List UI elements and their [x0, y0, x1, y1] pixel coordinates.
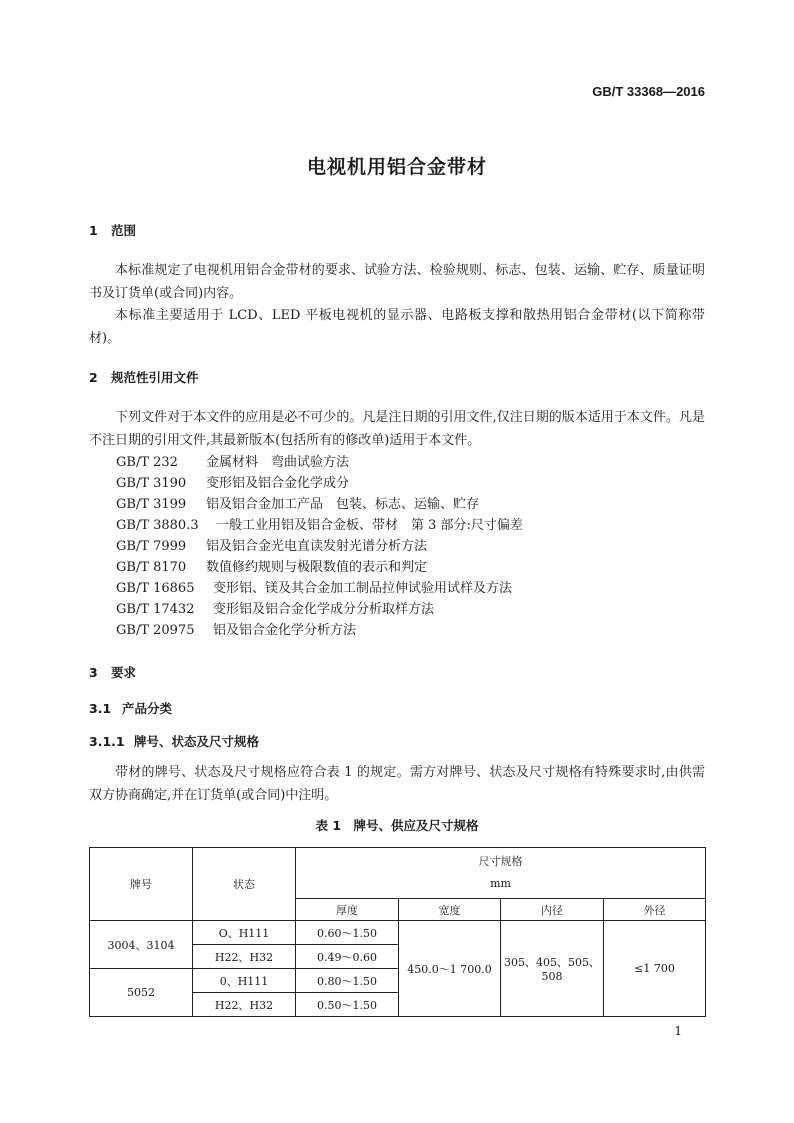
reference-item	[116, 556, 427, 575]
reference-code: GB/T 232	[116, 455, 178, 470]
section-3-heading	[89, 663, 136, 681]
standard-code: GB/T 33368—2016	[592, 84, 705, 99]
requirements-paragraph: 带材的牌号、状态及尺寸规格应符合表 1 的规定。需方对牌号、状态及尺寸规格有特殊要求时,由供需双方协商确定,并在订货单(或合同)中注明。	[89, 765, 705, 803]
reference-item	[116, 535, 427, 554]
section-title: 规范性引用文件	[111, 370, 199, 385]
reference-title: 一般工业用铝及铝合金板、带材 第 3 部分:尺寸偏差	[216, 518, 523, 533]
reference-code: GB/T 16865	[116, 581, 195, 596]
scope-paragraph-1: 本标准规定了电视机用铝合金带材的要求、试验方法、检验规则、标志、包装、运输、贮存、质量证明书及订货单(或合同)内容。	[89, 263, 705, 301]
section-number: 3.1	[89, 701, 112, 716]
reference-item	[116, 493, 479, 512]
reference-code: GB/T 17432	[116, 602, 195, 617]
reference-code: GB/T 3880.3	[116, 518, 199, 533]
grade-cell: 5052	[90, 969, 193, 1017]
section-number: 3.1.1	[89, 734, 125, 749]
section-1-heading	[89, 221, 136, 239]
thickness-cell: 0.49～0.60	[296, 945, 399, 969]
section-number: 1	[89, 223, 98, 238]
width-cell: 450.0～1 700.0	[399, 921, 501, 1017]
header-width: 宽度	[399, 899, 501, 921]
temper-cell: H22、H32	[193, 945, 296, 969]
reference-item	[116, 451, 349, 470]
reference-title: 金属材料 弯曲试验方法	[206, 455, 350, 470]
reference-title: 变形铝及铝合金化学成分	[206, 476, 350, 491]
thickness-cell: 0.50～1.50	[296, 993, 399, 1017]
references-intro-paragraph: 下列文件对于本文件的应用是必不可少的。凡是注日期的引用文件,仅注日期的版本适用于本文件。凡是不注日期的引用文件,其最新版本(包括所有的修改单)适用于本文件。	[89, 410, 705, 448]
header-temper: 状态	[193, 848, 296, 921]
reference-item	[116, 598, 434, 617]
reference-title: 变形铝及铝合金化学成分分析取样方法	[213, 602, 435, 617]
reference-item	[116, 619, 356, 638]
header-outer-diameter: 外径	[604, 899, 706, 921]
scope-paragraph-2: 本标准主要适用于 LCD、LED 平板电视机的显示器、电路板支撑和散热用铝合金带材(以下简称带材)。	[89, 308, 705, 346]
temper-cell: H22、H32	[193, 993, 296, 1017]
table-1-grade-temper-size	[89, 847, 706, 1017]
reference-item	[116, 514, 523, 533]
table-1-caption: 表 1 牌号、供应及尺寸规格	[315, 818, 479, 833]
header-size-spec	[296, 848, 706, 899]
reference-item	[116, 577, 512, 596]
reference-title: 铝及铝合金化学分析方法	[213, 623, 357, 638]
section-title: 范围	[111, 223, 137, 238]
reference-code: GB/T 3190	[116, 476, 187, 491]
reference-code: GB/T 8170	[116, 560, 187, 575]
page-number: 1	[674, 1024, 682, 1038]
temper-cell: 0、H111	[193, 969, 296, 993]
reference-title: 数值修约规则与极限数值的表示和判定	[206, 560, 428, 575]
reference-code: GB/T 7999	[116, 539, 187, 554]
thickness-cell: 0.80～1.50	[296, 969, 399, 993]
document-title: 电视机用铝合金带材	[306, 156, 487, 178]
header-size-unit: mm	[490, 877, 511, 890]
reference-title: 铝及铝合金光电直读发射光谱分析方法	[206, 539, 428, 554]
thickness-cell: 0.60～1.50	[296, 921, 399, 945]
header-inner-diameter: 内径	[501, 899, 604, 921]
reference-code: GB/T 20975	[116, 623, 195, 638]
section-number: 2	[89, 370, 98, 385]
reference-title: 变形铝、镁及其合金加工制品拉伸试验用试样及方法	[213, 581, 513, 596]
section-number: 3	[89, 665, 98, 680]
section-3-1-heading	[89, 699, 172, 717]
inner-diameter-cell: 305、405、505、508	[501, 921, 604, 1017]
header-thickness: 厚度	[296, 899, 399, 921]
section-title: 要求	[111, 665, 137, 680]
header-size-spec-label: 尺寸规格	[478, 855, 523, 868]
section-3-1-1-heading	[89, 732, 259, 750]
reference-item	[116, 472, 349, 491]
reference-code: GB/T 3199	[116, 497, 187, 512]
section-2-heading	[89, 368, 199, 386]
outer-diameter-cell: ≤1 700	[604, 921, 706, 1017]
header-grade: 牌号	[90, 848, 193, 921]
section-title: 产品分类	[122, 701, 173, 716]
section-title: 牌号、状态及尺寸规格	[134, 734, 260, 749]
reference-title: 铝及铝合金加工产品 包装、标志、运输、贮存	[206, 497, 480, 512]
grade-cell: 3004、3104	[90, 921, 193, 969]
temper-cell: O、H111	[193, 921, 296, 945]
